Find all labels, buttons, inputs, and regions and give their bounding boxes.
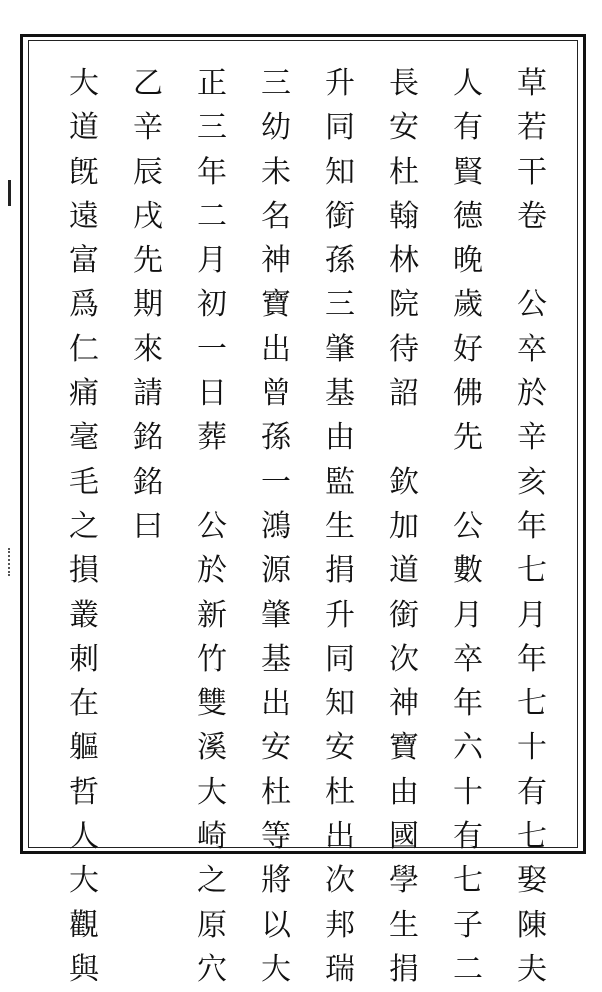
- glyph: 學: [389, 863, 419, 899]
- glyph: 翰: [389, 198, 419, 234]
- glyph: 期: [133, 287, 163, 323]
- glyph: 生: [389, 907, 419, 943]
- vertical-text-body: [40, 62, 560, 987]
- glyph: 七: [517, 686, 547, 722]
- glyph: 肇: [325, 331, 355, 367]
- text-column-4: [314, 62, 366, 992]
- text-column-2: [442, 62, 494, 992]
- glyph: [506, 239, 558, 283]
- glyph: 人: [69, 819, 99, 855]
- glyph: 加: [389, 508, 419, 544]
- glyph: 草: [517, 66, 547, 101]
- glyph: 瑞: [325, 951, 355, 987]
- glyph: 源: [261, 553, 291, 589]
- glyph: 卒: [517, 331, 547, 367]
- glyph: 升: [325, 597, 355, 633]
- glyph: 名: [261, 198, 291, 234]
- glyph: 卷: [517, 198, 547, 234]
- glyph: 七: [517, 553, 547, 589]
- binding-edge-dots: [8, 548, 12, 576]
- glyph: 陳: [517, 907, 547, 943]
- glyph: 十: [517, 730, 547, 766]
- glyph: 月: [517, 597, 547, 633]
- binding-edge-mark: [8, 180, 11, 206]
- glyph: 安: [261, 730, 291, 766]
- glyph: 大: [261, 951, 291, 987]
- glyph: 監: [325, 464, 355, 500]
- text-column-7: [122, 62, 174, 549]
- glyph: 損: [69, 553, 99, 589]
- glyph: 捐: [325, 553, 355, 589]
- glyph: 爲: [69, 287, 99, 323]
- glyph: 基: [325, 376, 355, 412]
- glyph: 安: [389, 110, 419, 146]
- glyph: 知: [325, 686, 355, 722]
- glyph: 大: [69, 66, 99, 101]
- glyph: 由: [389, 774, 419, 810]
- glyph: 神: [261, 243, 291, 279]
- glyph: 公: [453, 508, 483, 544]
- glyph: 有: [517, 774, 547, 810]
- glyph: 辰: [133, 154, 163, 190]
- glyph: 待: [389, 331, 419, 367]
- glyph: 鴻: [261, 508, 291, 544]
- glyph: 以: [261, 907, 291, 943]
- glyph: 次: [325, 863, 355, 899]
- glyph: [186, 461, 238, 505]
- glyph: 寶: [261, 287, 291, 323]
- glyph: 杜: [389, 154, 419, 190]
- glyph: 佛: [453, 376, 483, 412]
- glyph: 竹: [197, 641, 227, 677]
- glyph: 銜: [389, 597, 419, 633]
- glyph: 三: [261, 66, 291, 101]
- glyph: 於: [197, 553, 227, 589]
- glyph: 夫: [517, 951, 547, 987]
- glyph: 三: [325, 287, 355, 323]
- glyph: 數: [453, 553, 483, 589]
- glyph: 未: [261, 154, 291, 190]
- glyph: 將: [261, 863, 291, 899]
- glyph: 孫: [261, 420, 291, 456]
- glyph: 同: [325, 110, 355, 146]
- glyph: 幼: [261, 110, 291, 146]
- glyph: 於: [517, 376, 547, 412]
- glyph: 捐: [389, 951, 419, 987]
- glyph: 遠: [69, 198, 99, 234]
- glyph: 七: [517, 819, 547, 855]
- glyph: 等: [261, 819, 291, 855]
- glyph: 銘: [133, 464, 163, 500]
- glyph: 初: [197, 287, 227, 323]
- glyph: 公: [517, 287, 547, 323]
- glyph: 痛: [69, 376, 99, 412]
- glyph: 先: [453, 420, 483, 456]
- glyph: 叢: [69, 597, 99, 633]
- glyph: 神: [389, 686, 419, 722]
- glyph: 人: [453, 66, 483, 101]
- glyph: 與: [69, 951, 99, 987]
- glyph: 之: [69, 508, 99, 544]
- glyph: 毛: [69, 464, 99, 500]
- glyph: 出: [261, 686, 291, 722]
- glyph: 銜: [325, 198, 355, 234]
- glyph: 同: [325, 641, 355, 677]
- glyph: 若: [517, 110, 547, 146]
- glyph: 一: [197, 331, 227, 367]
- glyph: 院: [389, 287, 419, 323]
- glyph: 年: [453, 686, 483, 722]
- text-column-5: [250, 62, 302, 992]
- glyph: 歲: [453, 287, 483, 323]
- glyph: 七: [453, 863, 483, 899]
- glyph: 二: [197, 198, 227, 234]
- glyph: 孫: [325, 243, 355, 279]
- glyph: 德: [453, 198, 483, 234]
- glyph: 好: [453, 331, 483, 367]
- glyph: 升: [325, 66, 355, 101]
- glyph: 道: [69, 110, 99, 146]
- glyph: 銘: [133, 420, 163, 456]
- glyph: 曾: [261, 376, 291, 412]
- glyph: 二: [453, 951, 483, 987]
- glyph: 晚: [453, 243, 483, 279]
- glyph: 寶: [389, 730, 419, 766]
- glyph: 子: [453, 907, 483, 943]
- glyph: [378, 416, 430, 460]
- glyph: 乙: [133, 66, 163, 101]
- glyph: 穴: [197, 951, 227, 987]
- glyph: 年: [517, 508, 547, 544]
- glyph: 日: [197, 376, 227, 412]
- glyph: 溪: [197, 730, 227, 766]
- glyph: 由: [325, 420, 355, 456]
- glyph: 生: [325, 508, 355, 544]
- glyph: 次: [389, 641, 419, 677]
- glyph: 仁: [69, 331, 99, 367]
- glyph: 刺: [69, 641, 99, 677]
- glyph: 六: [453, 730, 483, 766]
- glyph: 三: [197, 110, 227, 146]
- glyph: 出: [261, 331, 291, 367]
- glyph: 林: [389, 243, 419, 279]
- glyph: 基: [261, 641, 291, 677]
- glyph: 杜: [325, 774, 355, 810]
- glyph: 長: [389, 66, 419, 101]
- glyph: 杜: [261, 774, 291, 810]
- glyph: 有: [453, 110, 483, 146]
- glyph: 月: [197, 243, 227, 279]
- glyph: 辛: [517, 420, 547, 456]
- glyph: 月: [453, 597, 483, 633]
- glyph: 干: [517, 154, 547, 190]
- glyph: 曰: [133, 508, 163, 544]
- glyph: 出: [325, 819, 355, 855]
- glyph: 十: [453, 774, 483, 810]
- glyph: 賢: [453, 154, 483, 190]
- glyph: 觀: [69, 907, 99, 943]
- glyph: 在: [69, 686, 99, 722]
- glyph: 亥: [517, 464, 547, 500]
- glyph: 有: [453, 819, 483, 855]
- glyph: 之: [197, 863, 227, 899]
- glyph: 國: [389, 819, 419, 855]
- glyph: 崎: [197, 819, 227, 855]
- glyph: 先: [133, 243, 163, 279]
- glyph: 公: [197, 508, 227, 544]
- glyph: 富: [69, 243, 99, 279]
- glyph: 年: [517, 641, 547, 677]
- text-column-8: [58, 62, 110, 992]
- glyph: [442, 461, 494, 505]
- glyph: 毫: [69, 420, 99, 456]
- glyph: 旣: [69, 154, 99, 190]
- glyph: 請: [133, 376, 163, 412]
- text-column-1: [506, 62, 558, 992]
- glyph: 來: [133, 331, 163, 367]
- glyph: 詔: [389, 376, 419, 412]
- glyph: 肇: [261, 597, 291, 633]
- text-column-3: [378, 62, 430, 992]
- glyph: 新: [197, 597, 227, 633]
- glyph: 哲: [69, 774, 99, 810]
- glyph: 道: [389, 553, 419, 589]
- glyph: 大: [197, 774, 227, 810]
- glyph: 卒: [453, 641, 483, 677]
- glyph: 戌: [133, 198, 163, 234]
- text-column-6: [186, 62, 238, 992]
- glyph: 葬: [197, 420, 227, 456]
- glyph: 邦: [325, 907, 355, 943]
- glyph: 辛: [133, 110, 163, 146]
- glyph: 軀: [69, 730, 99, 766]
- glyph: 安: [325, 730, 355, 766]
- glyph: 欽: [389, 464, 419, 500]
- glyph: 正: [197, 66, 227, 101]
- glyph: 大: [69, 863, 99, 899]
- glyph: 娶: [517, 863, 547, 899]
- glyph: 原: [197, 907, 227, 943]
- glyph: 年: [197, 154, 227, 190]
- glyph: 知: [325, 154, 355, 190]
- glyph: 一: [261, 464, 291, 500]
- glyph: 雙: [197, 686, 227, 722]
